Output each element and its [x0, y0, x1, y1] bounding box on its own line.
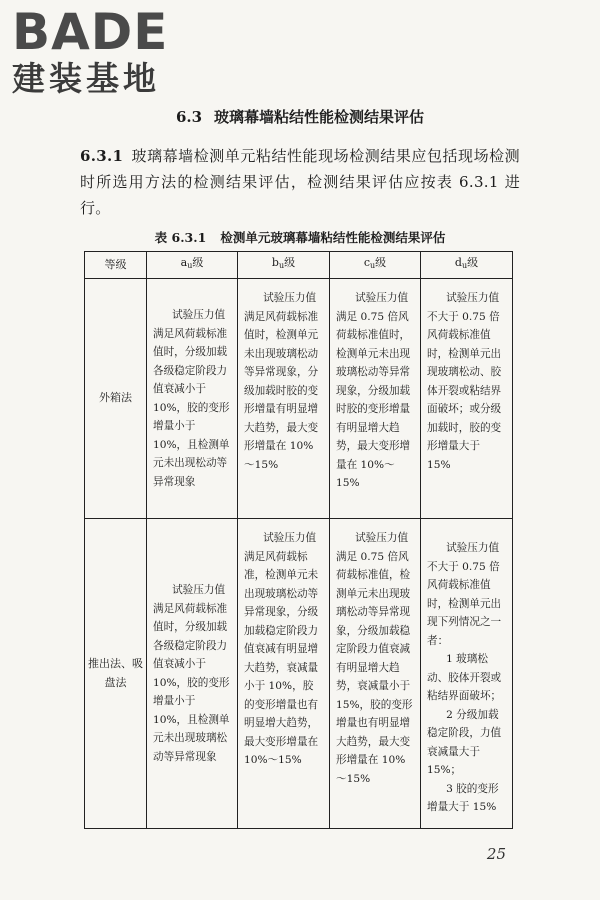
header-a-letter: a — [180, 256, 188, 270]
header-grade-b — [238, 252, 330, 279]
table-header-row — [85, 252, 513, 279]
grade-d-condition-1: 1 玻璃松动、胶体开裂或粘结界面破坏； — [427, 653, 502, 702]
header-d-subscript: u — [461, 261, 468, 271]
header-b-subscript: u — [278, 261, 285, 271]
evaluation-table — [84, 251, 513, 829]
table-caption-number: 表 6.3.1 — [154, 230, 207, 245]
header-d-letter: d — [454, 256, 462, 270]
header-a-suffix: 级 — [192, 256, 204, 270]
header-c-letter: c — [363, 256, 370, 270]
cell-outer-box-grade-a: 试验压力值满足风荷载标准值时，分级加载各级稳定阶段力值衰减小于 10%，胶的变形增量小于 10%，且检测单元未出现松动等异常现象 — [147, 279, 238, 519]
grade-d-condition-3: 3 胶的变形增量大于 15% — [427, 782, 499, 813]
method-outer-box: 外箱法 — [85, 279, 147, 519]
clause-number: 6.3.1 — [80, 147, 124, 165]
cell-push-suction-grade-a: 试验压力值满足风荷载标准值时，分级加载各级稳定阶段力值衰减小于 10%，胶的变形增量小于 10%，且检测单元未出现玻璃松动等异常现象 — [147, 519, 238, 829]
header-grade-c — [330, 252, 421, 279]
page-number: 25 — [486, 845, 506, 863]
section-number: 6.3 — [175, 108, 203, 126]
header-d-suffix: 级 — [467, 256, 479, 270]
header-level: 等级 — [85, 252, 147, 279]
section-heading — [0, 106, 600, 127]
cell-outer-box-grade-b: 试验压力值满足风荷载标准值时，检测单元未出现玻璃松动等异常现象，分级加载时胶的变形增量有明显增大趋势，最大变形增量在 10%～15% — [238, 279, 330, 519]
site-logo — [12, 3, 192, 98]
cell-push-suction-grade-b: 试验压力值满足风荷载标准，检测单元未出现玻璃松动等异常现象，分级加载稳定阶段力值衰减有明显增大趋势，衰减量小于 10%，胶的变形增量也有明显增大趋势，最大变形增量在 10%～15% — [238, 519, 330, 829]
clause-6-3-1 — [80, 143, 520, 221]
header-c-suffix: 级 — [375, 256, 387, 270]
table-row-outer-box-method — [85, 279, 513, 519]
table-caption-title: 检测单元玻璃幕墙粘结性能检测结果评估 — [220, 230, 446, 245]
method-push-suction: 推出法、吸盘法 — [85, 519, 147, 829]
logo-brand-text: BADE — [12, 3, 169, 61]
cell-push-suction-grade-c: 试验压力值满足 0.75 倍风荷载标准值，检测单元未出现玻璃松动等异常现象，分级加载稳定阶段力值衰减有明显增大趋势，衰减量小于 15%，胶的变形增量也有明显增大趋势，最大变形增量在 10%～15% — [330, 519, 421, 829]
table-caption — [0, 228, 600, 246]
logo-tagline: 建装基地 — [12, 59, 160, 98]
clause-text: 玻璃幕墙检测单元粘结性能现场检测结果应包括现场检测时所选用方法的检测结果评估，检测结果评估应按表 6.3.1 进行。 — [80, 147, 520, 217]
header-b-letter: b — [271, 256, 279, 270]
grade-d-condition-2: 2 分级加载稳定阶段，力值衰减量大于 15%； — [427, 708, 502, 776]
header-b-suffix: 级 — [284, 256, 296, 270]
header-c-subscript: u — [370, 261, 376, 271]
section-title: 玻璃幕墙粘结性能检测结果评估 — [214, 108, 425, 126]
cell-outer-box-grade-c: 试验压力值满足 0.75 倍风荷载标准值时，检测单元未出现玻璃松动等异常现象，分级加载时胶的变形增量有明显增大趋势，最大变形增量在 10%～15% — [330, 279, 421, 519]
table-row-push-suction-method — [85, 519, 513, 829]
cell-push-suction-grade-d — [421, 519, 513, 829]
header-a-subscript: u — [187, 261, 193, 271]
header-grade-a — [147, 252, 238, 279]
grade-d-condition-intro: 试验压力值不大于 0.75 倍风荷载标准值时，检测单元出现下列情况之一者： — [427, 542, 502, 647]
cell-outer-box-grade-d: 试验压力值不大于 0.75 倍风荷载标准值时，检测单元出现玻璃松动、胶体开裂或粘结界面破坏；或分级加载时，胶的变形增量大于 15% — [421, 279, 513, 519]
header-grade-d — [421, 252, 513, 279]
